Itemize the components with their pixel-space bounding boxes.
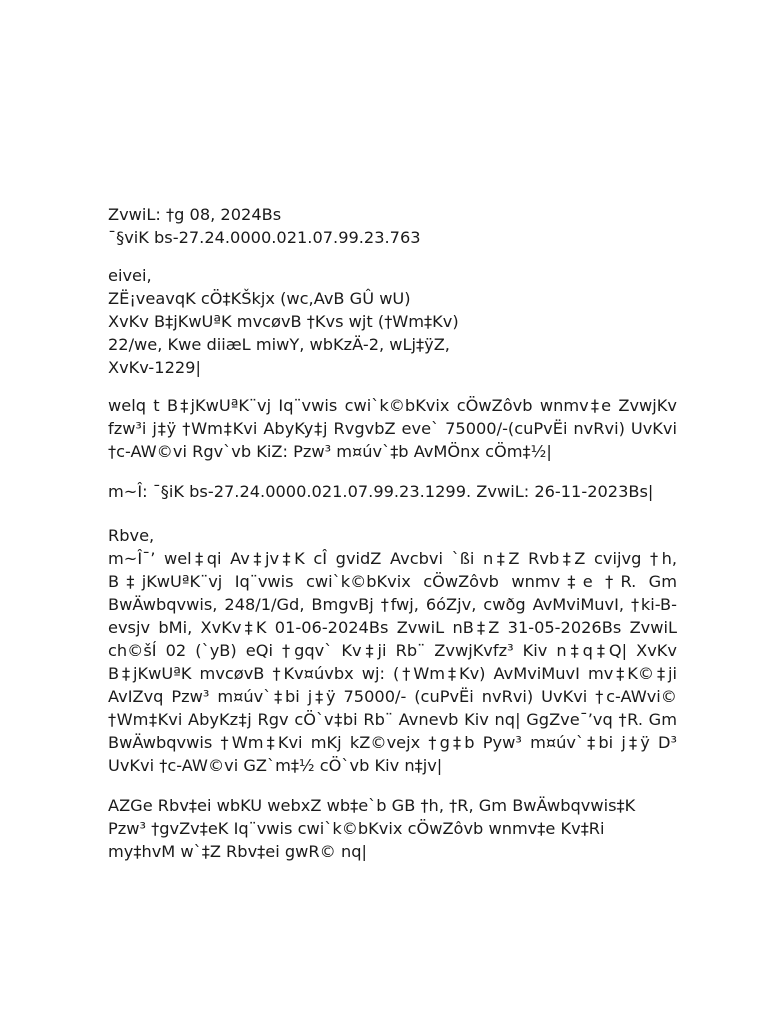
letter-header [108, 203, 677, 249]
body-line: BwÄwbqvwis †Wm‡Kvi mKj kZ©vejx †g‡b Pyw³ m¤úv`‡bi j‡ÿ D³ [108, 733, 677, 752]
closing-line: AZGe Rbv‡ei wbKU webxZ wb‡e`b GB †h, †R, Gm BwÄwbqvwis‡K [108, 796, 636, 815]
body-line: BwÄwbqvwis, 248/1/Gd, BmgvBj †fwj, 6óZjv, cwðg AvMviMuvI, †ki-B- [108, 595, 677, 614]
greeting [108, 524, 677, 547]
closing-paragraph [108, 794, 677, 863]
letter-page [108, 203, 677, 863]
recipient-address [108, 264, 677, 379]
body-line: AvIZvq Pzw³ m¤úv`‡bi j‡ÿ 75000/- (cuPvËi nvRvi) UvKvi †c-AWvi© [108, 687, 677, 706]
greeting-line: Rbve, [108, 526, 155, 545]
recipient-line: XvKv-1229| [108, 358, 201, 377]
closing-line: Pzw³ †gvZv‡eK Iq¨vwis cwi`k©bKvix cÖwZôvb wnmv‡e Kv‡Ri [108, 819, 605, 838]
subject-line: welq t B‡jKwUªK¨vj Iq¨vwis cwi`k©bKvix cÖwZôvb wnmv‡e ZvwjKv [108, 396, 677, 415]
body-line: B‡jKwUªK mvcøvB †Kv¤úvbx wj: (†Wm‡Kv) AvMviMuvI mv‡K©‡ji [108, 664, 677, 683]
reference-line: m~Î: ¯§iK bs-27.24.0000.021.07.99.23.1299. ZvwiL: 26-11-2023Bs| [108, 482, 654, 501]
body-line: †Wm‡Kvi AbyKz‡j Rgv cÖ`v‡bi Rb¨ Avnevb Kiv nq| GgZve¯’vq †R. Gm [108, 710, 677, 729]
subject-paragraph [108, 394, 677, 463]
body-line: m~Î¯’ wel‡qi Av‡jv‡K cÎ gvidZ Avcbvi `ßi n‡Z Rvb‡Z cvijvg †h, [108, 549, 677, 568]
reference-number: ¯§viK bs-27.24.0000.021.07.99.23.763 [108, 228, 421, 247]
body-paragraph [108, 547, 677, 777]
recipient-line: eivei, [108, 266, 152, 285]
body-line: B‡jKwUªK¨vj Iq¨vwis cwi`k©bKvix cÖwZôvb wnmv‡e †R. Gm [108, 572, 677, 591]
date-line: ZvwiL: †g 08, 2024Bs [108, 205, 282, 224]
recipient-line: 22/we, Kwe diiæL miwY, wbKzÄ-2, wLj‡ÿZ, [108, 335, 450, 354]
subject-line: †c-AW©vi Rgv`vb KiZ: Pzw³ m¤úv`‡b AvMÖnx cÖm‡½| [108, 442, 552, 461]
body-line: ch©šÍ 02 (`yB) eQi †gqv` Kv‡ji Rb¨ ZvwjKvfz³ Kiv n‡q‡Q| XvKv [108, 641, 677, 660]
body-line: evsjv bMi, XvKv‡K 01-06-2024Bs ZvwiL nB‡Z 31-05-2026Bs ZvwiL [108, 618, 677, 637]
reference-paragraph [108, 480, 677, 503]
recipient-line: XvKv B‡jKwUªK mvcøvB †Kvs wjt (†Wm‡Kv) [108, 312, 459, 331]
recipient-line: ZË¡veavqK cÖ‡KŠkjx (wc,AvB GÛ wU) [108, 289, 411, 308]
body-line: UvKvi †c-AW©vi GZ`m‡½ cÖ`vb Kiv n‡jv| [108, 756, 443, 775]
closing-line: my‡hvM w`‡Z Rbv‡ei gwR© nq| [108, 842, 367, 861]
subject-line: fzw³i j‡ÿ †Wm‡Kvi AbyKy‡j RvgvbZ eve` 75000/-(cuPvËi nvRvi) UvKvi [108, 419, 677, 438]
